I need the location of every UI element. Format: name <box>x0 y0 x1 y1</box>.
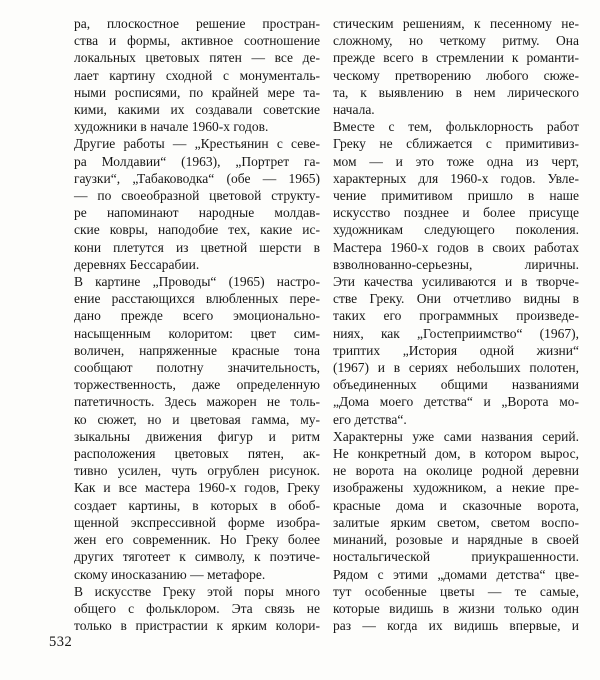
text-line: скому иносказанию — метафоре. <box>74 566 266 582</box>
text-line: Греку не сближается с примитивиз- <box>333 136 579 152</box>
text-line: которые видишь в жизни только один <box>333 600 579 616</box>
text-line: В искусстве Греку этой поры много <box>74 583 320 599</box>
text-line: щенной экспрессивной форме изобра- <box>74 514 320 530</box>
text-line: сложному, но четкому ритму. Она <box>333 33 579 49</box>
text-line: мом — и это тоже одна из черт, <box>333 153 579 169</box>
text-line: ниях, как „Гостеприимство“ (1967), <box>333 325 579 341</box>
text-line: деревнях Бессарабии. <box>74 256 200 272</box>
text-line: ра, плоскостное решение простран- <box>74 16 320 31</box>
text-line: кими, какими их создавали советские <box>74 102 320 118</box>
text-line: зыкальны движения фигур и ритм <box>74 428 320 444</box>
text-line: „Дома моего детства“ и „Ворота мо- <box>333 394 579 410</box>
text-columns <box>74 15 579 634</box>
text-line: кони плетутся из цветной шерсти в <box>74 239 320 255</box>
text-line: тут особенные цветы — те самые, <box>333 583 579 599</box>
paragraph <box>74 273 320 583</box>
paragraph <box>74 583 320 635</box>
text-line: стическим решениям, к песенному не- <box>333 16 579 31</box>
text-line: искусство позднее и более присуще <box>333 205 579 221</box>
text-line: объединенных общими названиями <box>333 377 579 393</box>
text-line: раз — когда их видишь впервые, и <box>333 618 579 634</box>
text-line: минаний, розовые и нарядные в своей <box>333 532 579 548</box>
text-line: тивно усилен, чуть огрублен рисунок. <box>74 463 320 479</box>
text-line: гаузки“, „Табаководка“ (обе — 1965) <box>74 170 320 186</box>
text-line: красные дома и сказочные ворота, <box>333 497 579 513</box>
text-line: В картине „Проводы“ (1965) настро- <box>74 274 320 290</box>
text-line: Как и все мастера 1960-х годов, Греку <box>74 480 320 496</box>
text-column-left <box>74 15 320 634</box>
text-line: сообщают полотну значительность, <box>74 360 320 376</box>
text-line: расположения цветовых пятен, ак- <box>74 446 320 462</box>
text-line: триптих „История одной жизни“ <box>333 342 579 358</box>
text-column-right <box>333 15 579 634</box>
text-line: Вместе с тем, фольклорность работ <box>333 119 579 135</box>
text-line: стве Греку. Они отчетливо видны в <box>333 291 579 307</box>
text-line: ными росписями, по крайней мере та- <box>74 84 320 100</box>
text-line: характерных для 1960-х годов. Увле- <box>333 170 579 186</box>
paragraph <box>74 135 320 273</box>
text-line: не ворота на околице родной деревни <box>333 463 579 479</box>
text-line: прежде всего в стремлении к романти- <box>333 50 579 66</box>
text-line: общего с фольклором. Эта связь не <box>74 600 320 616</box>
text-line: других тяготеет к символу, к поэтиче- <box>74 549 320 565</box>
text-line: ческому претворению любого сюже- <box>333 67 579 83</box>
text-line: ностальгической приукрашенности. <box>333 549 579 565</box>
text-line: его детства“. <box>333 411 407 427</box>
text-line: таких его программных произведе- <box>333 308 579 324</box>
text-line: художникам следующего поколения. <box>333 222 579 238</box>
text-line: Не конкретный дом, в котором вырос, <box>333 446 579 462</box>
text-line: насыщенным колоритом: цвет сим- <box>74 325 320 341</box>
text-line: залитые ярким светом, светом воспо- <box>333 514 579 530</box>
text-line: Рядом с этими „домами детства“ цве- <box>333 566 579 582</box>
text-line: создает картины, в которых в обоб- <box>74 497 320 513</box>
text-line: чение примитивом пришло в наше <box>333 188 579 204</box>
text-line: ра Молдавии“ (1963), „Портрет га- <box>74 153 320 169</box>
text-line: патетичность. Здесь мажорен не толь- <box>74 394 320 410</box>
text-line: лает картину сходной с монументаль- <box>74 67 320 83</box>
text-line: Другие работы — „Крестьянин с севе- <box>74 136 320 152</box>
text-line: художники в начале 1960-х годов. <box>74 119 269 135</box>
page-number: 532 <box>49 634 73 650</box>
text-line: начала. <box>333 102 375 118</box>
text-line: ение расстающихся влюбленных пере- <box>74 291 320 307</box>
text-line: воличен, напряженные красные тона <box>74 342 320 358</box>
text-line: только в пристрастии к ярким колори- <box>74 618 320 634</box>
paragraph <box>74 15 320 135</box>
text-line: торжественность, даже определенную <box>74 377 320 393</box>
paragraph <box>333 118 579 428</box>
text-line: дано прежде всего эмоционально- <box>74 308 320 324</box>
text-line: локальных цветовых пятен — все де- <box>74 50 320 66</box>
paragraph <box>333 428 579 634</box>
paragraph <box>333 15 579 118</box>
text-line: ства и формы, активное соотношение <box>74 33 320 49</box>
text-line: ские ковры, наподобие тех, какие ис- <box>74 222 320 238</box>
text-line: — по своеобразной цветовой структу- <box>74 188 320 204</box>
text-line: та, к выявлению в нем лирического <box>333 84 579 100</box>
text-line: Характерны уже сами названия серий. <box>333 428 579 444</box>
text-line: жен его современник. Но Греку более <box>74 532 320 548</box>
text-line: взволнованно-серьезны, лиричны. <box>333 256 579 272</box>
text-line: (1967) и в сериях небольших полотен, <box>333 360 579 376</box>
text-line: ре напоминают народные молдав- <box>74 205 320 221</box>
text-line: ко сюжет, но и цветовая гамма, му- <box>74 411 320 427</box>
text-line: Мастера 1960-х годов в своих работах <box>333 239 579 255</box>
text-line: Эти качества усиливаются и в творче- <box>333 274 579 290</box>
text-line: изображены художником, а некие пре- <box>333 480 579 496</box>
